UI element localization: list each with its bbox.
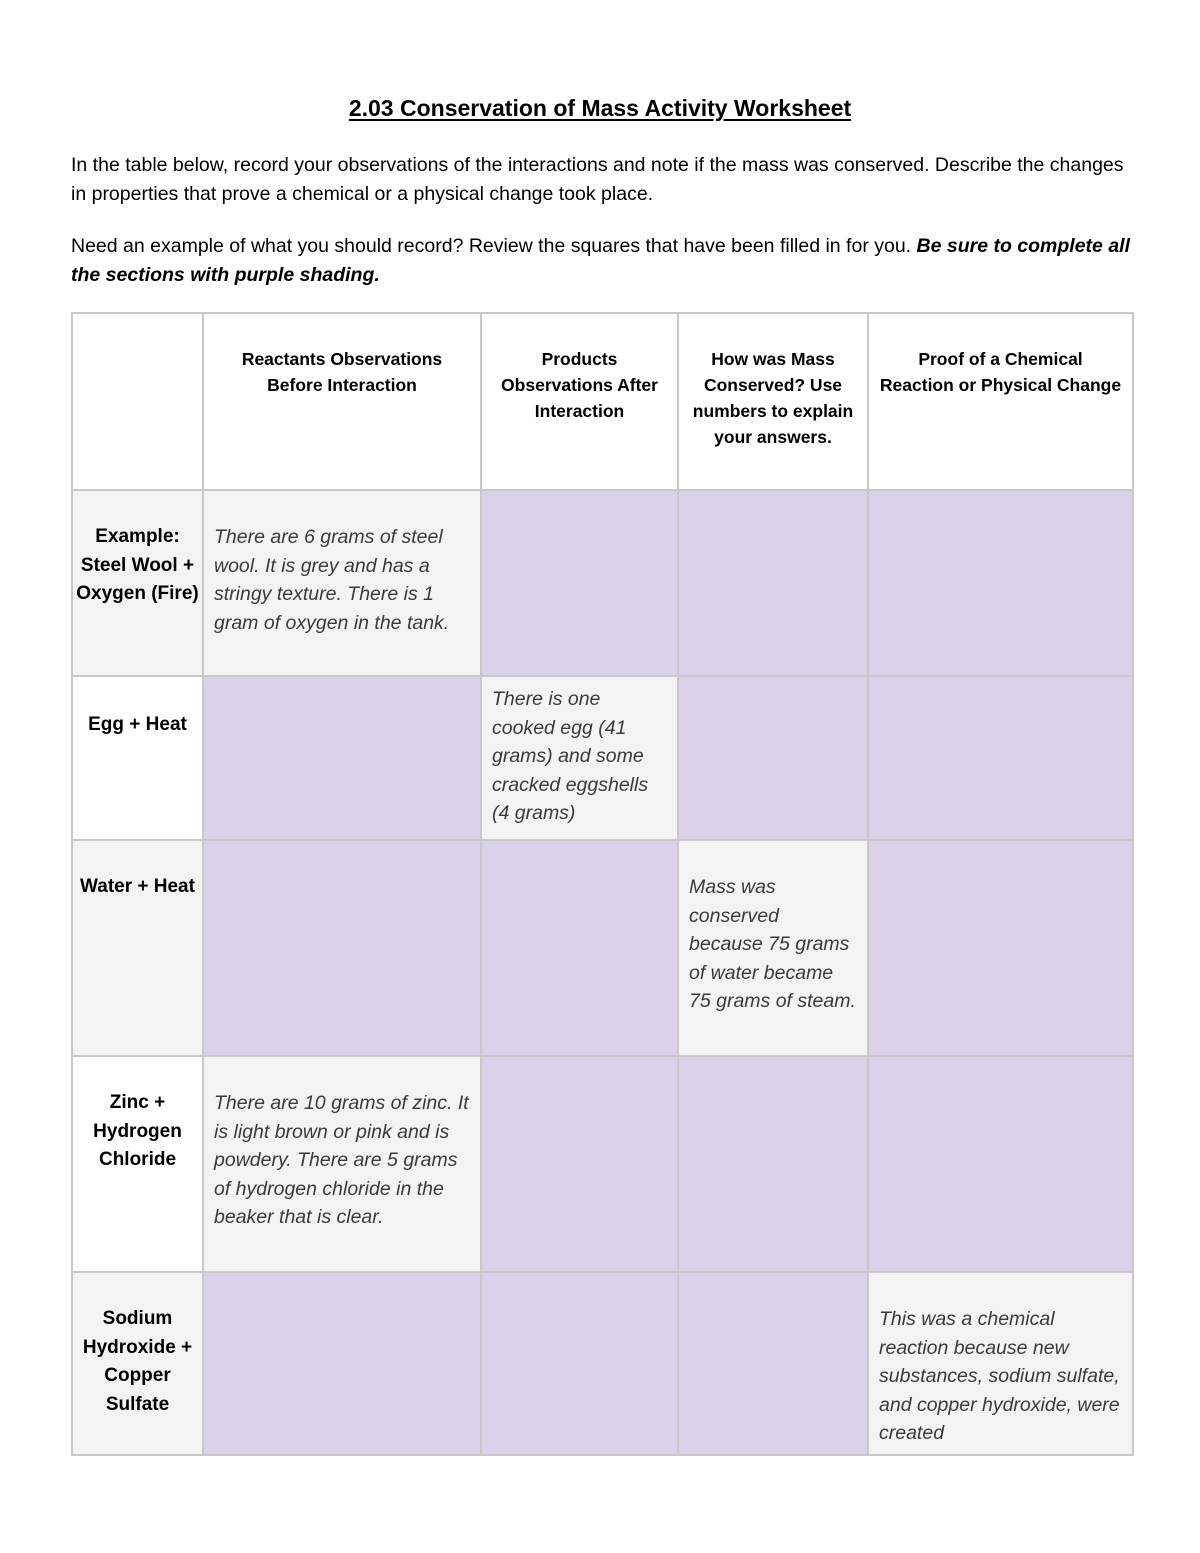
header-corner-cell [72, 313, 203, 490]
cell-products-input[interactable] [481, 1056, 678, 1272]
cell-products-input[interactable] [481, 490, 678, 676]
cell-reactants-example: There are 10 grams of zinc. It is light brown or pink and is powdery. There are 5 grams of hydrogen chloride in the beaker that is clear. [203, 1056, 481, 1272]
row-label-zinc-hcl: Zinc + Hydrogen Chloride [72, 1056, 203, 1272]
table-row [72, 1056, 1133, 1272]
cell-mass-example: Mass was conserved because 75 grams of water became 75 grams of steam. [678, 840, 868, 1056]
table-row [72, 840, 1133, 1056]
table-row [72, 490, 1133, 676]
cell-products-example: There is one cooked egg (41 grams) and some cracked eggshells (4 grams) [481, 676, 678, 840]
cell-products-input[interactable] [481, 840, 678, 1056]
cell-reactants-input[interactable] [203, 1272, 481, 1455]
row-label-steel-wool: Example: Steel Wool + Oxygen (Fire) [72, 490, 203, 676]
row-label-naoh-cuso4: Sodium Hydroxide + Copper Sulfate [72, 1272, 203, 1455]
intro-paragraph-1: In the table below, record your observations of the interactions and note if the mass was conserved. Describe the changes in properties that prove a chemical or a physical change took place. [71, 154, 1124, 205]
cell-mass-input[interactable] [678, 676, 868, 840]
header-products: Products Observations After Interaction [481, 313, 678, 490]
intro-paragraph-2 [71, 232, 1133, 289]
cell-proof-input[interactable] [868, 676, 1133, 840]
header-proof-of-change: Proof of a Chemical Reaction or Physical Change [868, 313, 1133, 490]
cell-mass-input[interactable] [678, 490, 868, 676]
cell-proof-input[interactable] [868, 1056, 1133, 1272]
cell-proof-example: This was a chemical reaction because new substances, sodium sulfate, and copper hydroxide, were created [868, 1272, 1133, 1455]
intro-paragraph-2-text: Need an example of what you should record? Review the squares that have been filled in for you. [71, 235, 917, 257]
cell-proof-input[interactable] [868, 840, 1133, 1056]
row-label-egg-heat: Egg + Heat [72, 676, 203, 840]
header-reactants: Reactants Observations Before Interaction [203, 313, 481, 490]
intro-paragraph-2-emphasis: Be sure to complete all the sections with purple shading. [71, 235, 1130, 286]
table-row [72, 676, 1133, 840]
table-row [72, 1272, 1133, 1455]
table-header-row [72, 313, 1133, 490]
cell-proof-input[interactable] [868, 490, 1133, 676]
cell-mass-input[interactable] [678, 1056, 868, 1272]
cell-mass-input[interactable] [678, 1272, 868, 1455]
observations-table [71, 312, 1134, 1456]
header-mass-conserved: How was Mass Conserved? Use numbers to explain your answers. [678, 313, 868, 490]
cell-reactants-input[interactable] [203, 840, 481, 1056]
row-label-water-heat: Water + Heat [72, 840, 203, 1056]
page-title: 2.03 Conservation of Mass Activity Worksheet [348, 95, 852, 121]
cell-reactants-input[interactable] [203, 676, 481, 840]
cell-reactants-example: There are 6 grams of steel wool. It is grey and has a stringy texture. There is 1 gram of oxygen in the tank. [203, 490, 481, 676]
cell-products-input[interactable] [481, 1272, 678, 1455]
